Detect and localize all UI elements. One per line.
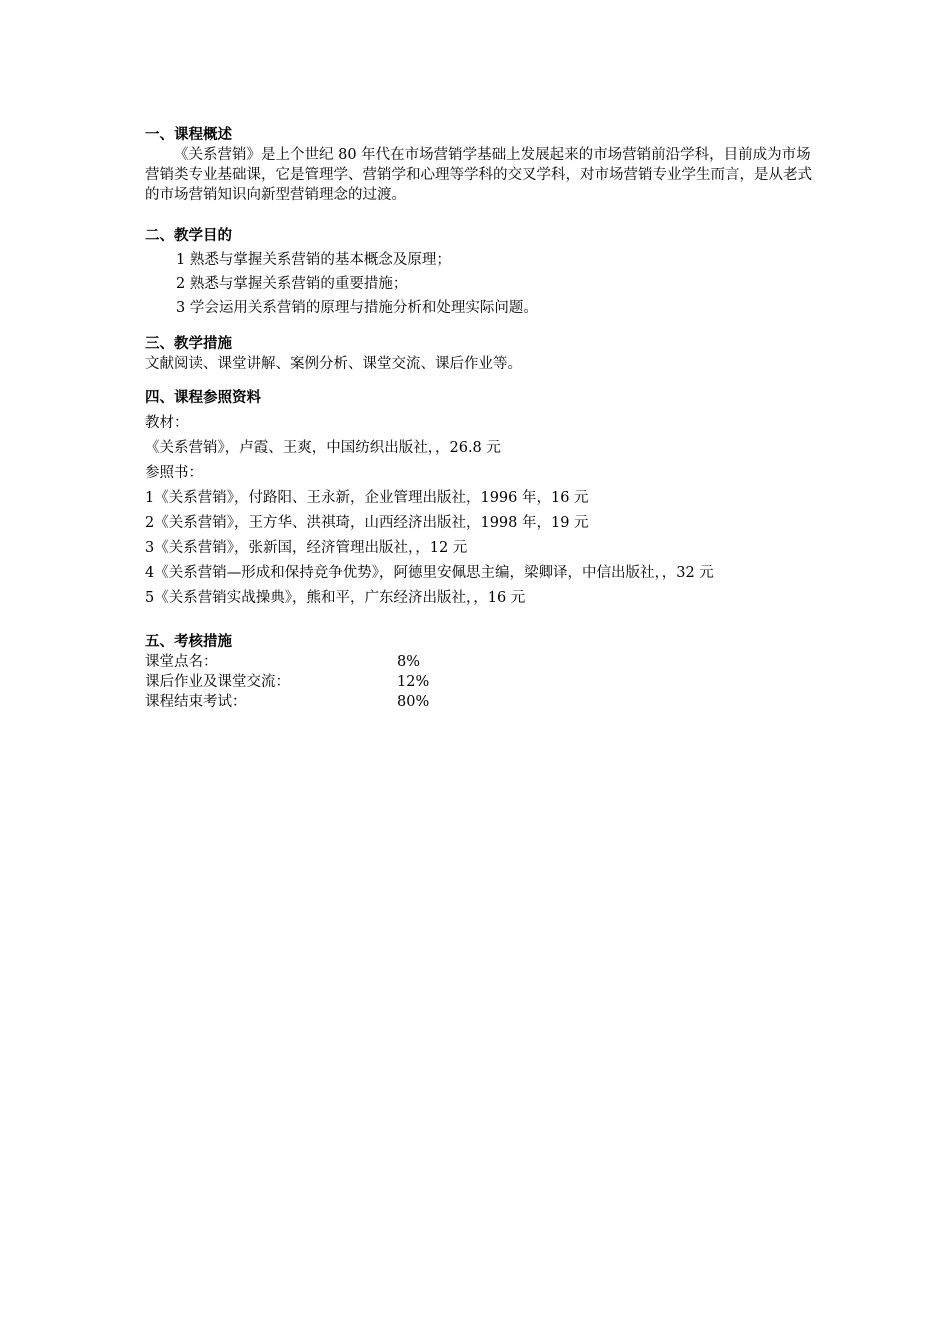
- reference-entry: 5《关系营销实战操典》，熊和平，广东经济出版社，，16 元: [145, 590, 526, 606]
- assessment-value: 12%: [397, 674, 430, 690]
- section-title-methods: 三、教学措施: [145, 336, 232, 352]
- textbook-label: 教材：: [145, 415, 189, 431]
- methods-paragraph: 文献阅读、课堂讲解、案例分析、课堂交流、课后作业等。: [145, 356, 522, 372]
- assessment-row: [145, 672, 815, 692]
- assessment-row: [145, 652, 815, 672]
- section-title-references: 四、课程参照资料: [145, 390, 261, 406]
- reference-books-label: 参照书：: [145, 465, 203, 481]
- section-title-objectives: 二、教学目的: [145, 228, 232, 244]
- document-page: [145, 126, 815, 712]
- assessment-value: 8%: [397, 654, 421, 670]
- assessment-label: 课堂点名：: [145, 654, 218, 670]
- assessment-row: [145, 692, 815, 712]
- objective-item: 3 学会运用关系营销的原理与措施分析和处理实际问题。: [176, 300, 538, 316]
- reference-entry: 2《关系营销》，王方华、洪祺琦，山西经济出版社，1998 年，19 元: [145, 515, 589, 531]
- assessment-label: 课程结束考试：: [145, 694, 247, 710]
- assessment-value: 80%: [397, 694, 430, 710]
- reference-entry: 4《关系营销—形成和保持竞争优势》，阿德里安佩思主编，梁卿译，中信出版社，，32 元: [145, 565, 714, 581]
- objective-item: 1 熟悉与掌握关系营销的基本概念及原理；: [176, 252, 451, 268]
- textbook-entry: 《关系营销》，卢霞、王爽，中国纺织出版社，，26.8 元: [145, 440, 501, 456]
- overview-paragraph: 《关系营销》是上个世纪 80 年代在市场营销学基础上发展起来的市场营销前沿学科，目前成为市场营销类专业基础课，它是管理学、营销学和心理等学科的交叉学科，对市场营销专业学生而言，是从老式的市场营销知识向新型营销理念的过渡。: [145, 147, 812, 203]
- section-title-overview: 一、课程概述: [145, 127, 232, 143]
- reference-entry: 3《关系营销》，张新国，经济管理出版社，，12 元: [145, 540, 468, 556]
- objective-item: 2 熟悉与掌握关系营销的重要措施；: [176, 276, 408, 292]
- section-title-assessment: 五、考核措施: [145, 634, 232, 650]
- assessment-label: 课后作业及课堂交流：: [145, 674, 290, 690]
- reference-entry: 1《关系营销》，付路阳、王永新，企业管理出版社，1996 年，16 元: [145, 490, 589, 506]
